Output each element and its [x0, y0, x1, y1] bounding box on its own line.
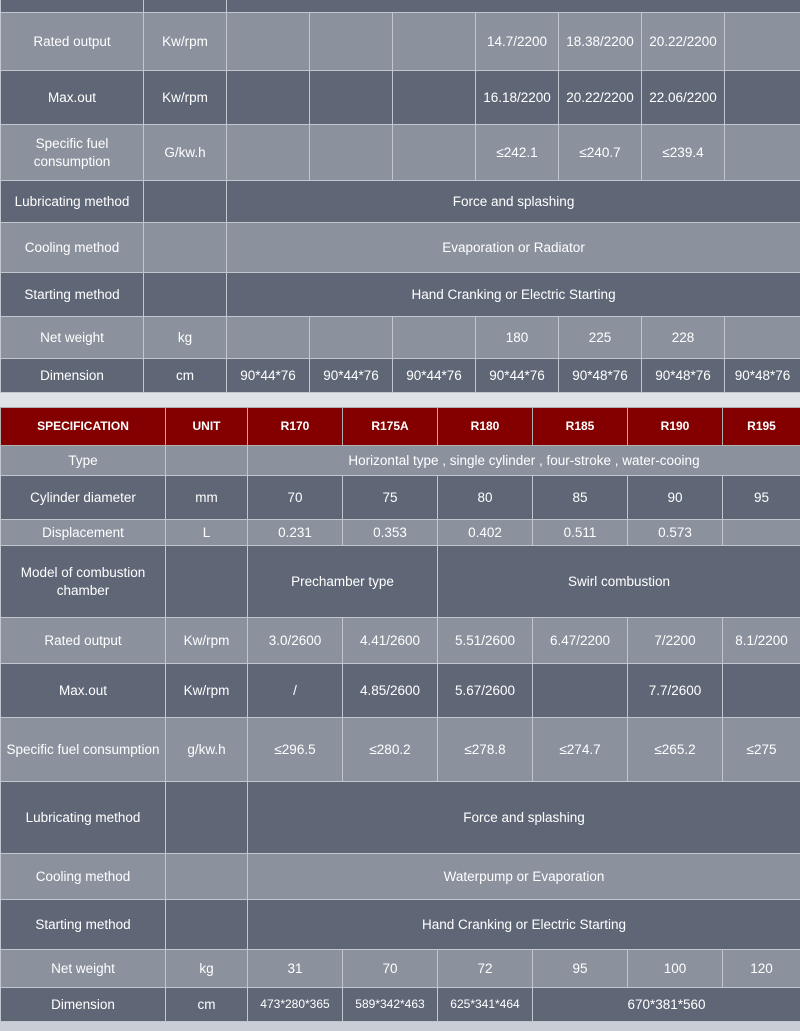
cell: [533, 664, 628, 718]
upper-spec-table: [0, 0, 800, 393]
cell: Prechamber type: [248, 546, 438, 618]
row-unit: [144, 0, 227, 13]
cell: 90*44*76: [393, 359, 476, 393]
cell: 5.67/2600: [438, 664, 533, 718]
cell: 20.22/2200: [642, 13, 725, 71]
cell: ≤278.8: [438, 718, 533, 782]
cell: [310, 13, 393, 71]
row-unit: [144, 181, 227, 223]
cell: 22.06/2200: [642, 71, 725, 125]
cell: [723, 664, 800, 718]
cell: Force and splashing: [227, 181, 800, 223]
cell: ≤240.7: [559, 125, 642, 181]
cell: Force and splashing: [248, 782, 800, 854]
row-label: Rated output: [1, 618, 166, 664]
cell: ≤280.2: [343, 718, 438, 782]
cell: 589*342*463: [343, 988, 438, 1022]
cell: 90*48*76: [642, 359, 725, 393]
cell: 90*44*76: [227, 359, 310, 393]
row-label: Cylinder diameter: [1, 476, 166, 520]
table-row: [1, 854, 800, 900]
cell: 95: [723, 476, 800, 520]
cell: Waterpump or Evaporation: [248, 854, 800, 900]
cell: 90: [628, 476, 723, 520]
header-model: R175A: [343, 408, 438, 446]
header-model: R190: [628, 408, 723, 446]
cell: [725, 71, 800, 125]
cell: 0.511: [533, 520, 628, 546]
cell: ≤242.1: [476, 125, 559, 181]
row-unit: G/kw.h: [144, 125, 227, 181]
row-label: Lubricating method: [1, 782, 166, 854]
header-model: R170: [248, 408, 343, 446]
row-label: Cooling method: [1, 854, 166, 900]
row-unit: Kw/rpm: [166, 664, 248, 718]
row-label: Cooling method: [1, 223, 144, 273]
cell: 4.41/2600: [343, 618, 438, 664]
table-row: [1, 782, 800, 854]
row-unit: cm: [144, 359, 227, 393]
header-unit: UNIT: [166, 408, 248, 446]
cell: 100: [628, 950, 723, 988]
table-row: [1, 664, 800, 718]
cell: [393, 125, 476, 181]
row-label: Net weight: [1, 950, 166, 988]
cell: 80: [438, 476, 533, 520]
table-row: [1, 317, 800, 359]
row-unit: kg: [144, 317, 227, 359]
row-label: Displacement: [1, 520, 166, 546]
row-unit: [166, 446, 248, 476]
row-unit: mm: [166, 476, 248, 520]
cell: Hand Cranking or Electric Starting: [227, 273, 800, 317]
cell: 3.0/2600: [248, 618, 343, 664]
cell: 16.18/2200: [476, 71, 559, 125]
header-model: R195: [723, 408, 800, 446]
cell: 72: [438, 950, 533, 988]
table-header-row: [1, 408, 800, 446]
row-unit: Kw/rpm: [166, 618, 248, 664]
cell: Evaporation or Radiator: [227, 223, 800, 273]
header-model: R185: [533, 408, 628, 446]
row-unit: [144, 223, 227, 273]
row-label: Model of combustion chamber: [1, 546, 166, 618]
cell: [393, 71, 476, 125]
table-row: [1, 446, 800, 476]
row-label: Specific fuel consumption: [1, 125, 144, 181]
cell: 0.402: [438, 520, 533, 546]
row-label: Dimension: [1, 988, 166, 1022]
section-divider: [0, 393, 800, 407]
cell: /: [248, 664, 343, 718]
cell: 75: [343, 476, 438, 520]
row-unit: [166, 854, 248, 900]
cell: 7.7/2600: [628, 664, 723, 718]
cell: [725, 125, 800, 181]
row-unit: g/kw.h: [166, 718, 248, 782]
cell: Swirl combustion: [438, 546, 800, 618]
cell: 473*280*365: [248, 988, 343, 1022]
row-label: Starting method: [1, 900, 166, 950]
table-row: [1, 181, 800, 223]
cell: 85: [533, 476, 628, 520]
cell: ≤275: [723, 718, 800, 782]
row-unit: kg: [166, 950, 248, 988]
cell: 7/2200: [628, 618, 723, 664]
cell: [393, 13, 476, 71]
table-row: [1, 13, 800, 71]
row-label: Net weight: [1, 317, 144, 359]
row-unit: [144, 273, 227, 317]
table-row: [1, 476, 800, 520]
table-row: [1, 223, 800, 273]
row-label: Max.out: [1, 71, 144, 125]
cell: [227, 0, 800, 13]
cell: ≤239.4: [642, 125, 725, 181]
cell: [723, 520, 800, 546]
row-label: Rated output: [1, 13, 144, 71]
row-unit: L: [166, 520, 248, 546]
cell: [227, 13, 310, 71]
cell: [227, 71, 310, 125]
cell: 90*44*76: [476, 359, 559, 393]
cell: 670*381*560: [533, 988, 800, 1022]
cell: 8.1/2200: [723, 618, 800, 664]
cell: ≤274.7: [533, 718, 628, 782]
row-unit: [166, 900, 248, 950]
row-unit: [166, 782, 248, 854]
cell: Hand Cranking or Electric Starting: [248, 900, 800, 950]
table-row: [1, 988, 800, 1022]
cell: 31: [248, 950, 343, 988]
table-row: [1, 950, 800, 988]
row-label: Max.out: [1, 664, 166, 718]
table-row: [1, 273, 800, 317]
row-label: Dimension: [1, 359, 144, 393]
table-row: [1, 900, 800, 950]
cell: 4.85/2600: [343, 664, 438, 718]
cell: [310, 71, 393, 125]
cell: 0.231: [248, 520, 343, 546]
cell: 120: [723, 950, 800, 988]
cell: 70: [248, 476, 343, 520]
row-label: Type: [1, 446, 166, 476]
cell: 90*44*76: [310, 359, 393, 393]
cell: [227, 317, 310, 359]
table-row: [1, 359, 800, 393]
lower-spec-table: [0, 407, 800, 1022]
row-unit: [166, 546, 248, 618]
row-unit: cm: [166, 988, 248, 1022]
cell: 14.7/2200: [476, 13, 559, 71]
cell: 625*341*464: [438, 988, 533, 1022]
table-row: [1, 0, 800, 13]
cell: 5.51/2600: [438, 618, 533, 664]
cell: 18.38/2200: [559, 13, 642, 71]
cell: [310, 125, 393, 181]
table-row: [1, 546, 800, 618]
cell: [227, 125, 310, 181]
table-row: [1, 520, 800, 546]
cell: 95: [533, 950, 628, 988]
cell: 0.353: [343, 520, 438, 546]
row-unit: Kw/rpm: [144, 13, 227, 71]
cell: ≤296.5: [248, 718, 343, 782]
cell: ≤265.2: [628, 718, 723, 782]
row-unit: Kw/rpm: [144, 71, 227, 125]
table-row: [1, 718, 800, 782]
row-label: [1, 0, 144, 13]
cell: 90*48*76: [725, 359, 800, 393]
row-label: Starting method: [1, 273, 144, 317]
table-row: [1, 618, 800, 664]
cell: 6.47/2200: [533, 618, 628, 664]
table-row: [1, 125, 800, 181]
header-model: R180: [438, 408, 533, 446]
table-row: [1, 71, 800, 125]
cell: 0.573: [628, 520, 723, 546]
header-specification: SPECIFICATION: [1, 408, 166, 446]
cell: 20.22/2200: [559, 71, 642, 125]
cell: 70: [343, 950, 438, 988]
cell: Horizontal type , single cylinder , four-stroke , water-cooing: [248, 446, 800, 476]
cell: 180: [476, 317, 559, 359]
cell: [725, 13, 800, 71]
cell: [725, 317, 800, 359]
row-label: Specific fuel consumption: [1, 718, 166, 782]
row-label: Lubricating method: [1, 181, 144, 223]
cell: 225: [559, 317, 642, 359]
cell: 90*48*76: [559, 359, 642, 393]
cell: [393, 317, 476, 359]
cell: 228: [642, 317, 725, 359]
cell: [310, 317, 393, 359]
